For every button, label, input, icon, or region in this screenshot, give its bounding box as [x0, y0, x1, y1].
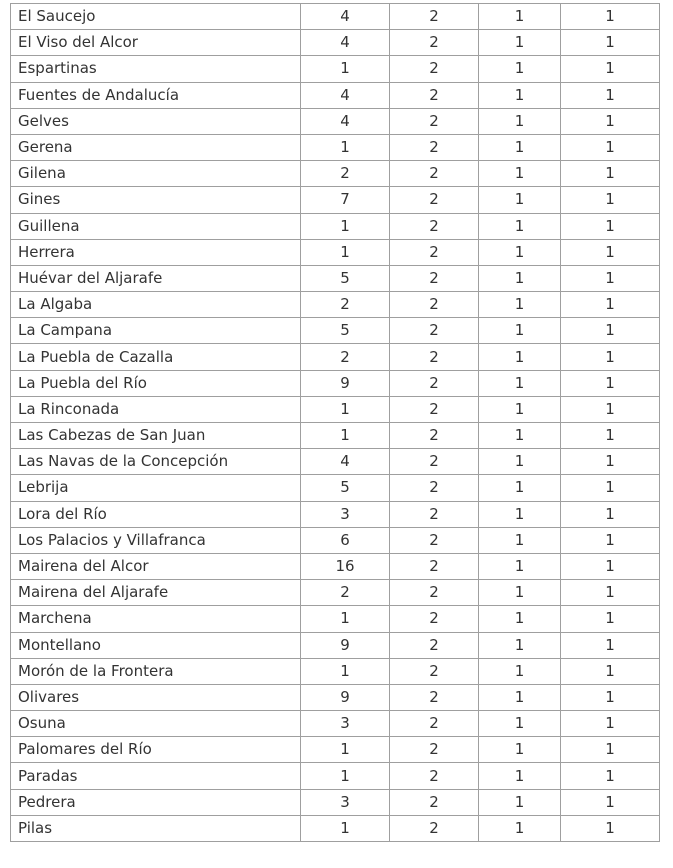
municipality-cell: El Viso del Alcor [11, 30, 301, 56]
table-row [11, 161, 660, 187]
table-row [11, 658, 660, 684]
municipality-cell: Gelves [11, 108, 301, 134]
table-row [11, 265, 660, 291]
value-cell-1: 1 [301, 737, 390, 763]
value-cell-4: 1 [561, 658, 660, 684]
value-cell-3: 1 [479, 501, 561, 527]
value-cell-3: 1 [479, 606, 561, 632]
value-cell-1: 1 [301, 56, 390, 82]
table-row [11, 56, 660, 82]
municipality-cell: Los Palacios y Villafranca [11, 527, 301, 553]
value-cell-4: 1 [561, 527, 660, 553]
value-cell-1: 1 [301, 134, 390, 160]
value-cell-1: 1 [301, 396, 390, 422]
municipality-cell: La Algaba [11, 292, 301, 318]
value-cell-1: 1 [301, 763, 390, 789]
value-cell-2: 2 [390, 658, 479, 684]
table-row [11, 763, 660, 789]
value-cell-1: 2 [301, 292, 390, 318]
value-cell-4: 1 [561, 423, 660, 449]
value-cell-4: 1 [561, 82, 660, 108]
value-cell-2: 2 [390, 553, 479, 579]
municipality-cell: La Rinconada [11, 396, 301, 422]
table-row [11, 815, 660, 841]
municipality-cell: Palomares del Río [11, 737, 301, 763]
value-cell-1: 4 [301, 30, 390, 56]
value-cell-3: 1 [479, 82, 561, 108]
table-row [11, 134, 660, 160]
value-cell-2: 2 [390, 423, 479, 449]
value-cell-2: 2 [390, 187, 479, 213]
municipality-cell: Montellano [11, 632, 301, 658]
value-cell-2: 2 [390, 449, 479, 475]
value-cell-3: 1 [479, 187, 561, 213]
value-cell-3: 1 [479, 711, 561, 737]
table-row [11, 684, 660, 710]
table-row [11, 344, 660, 370]
municipality-cell: Gines [11, 187, 301, 213]
value-cell-1: 7 [301, 187, 390, 213]
value-cell-1: 9 [301, 684, 390, 710]
value-cell-1: 1 [301, 815, 390, 841]
value-cell-2: 2 [390, 56, 479, 82]
table-row [11, 711, 660, 737]
value-cell-3: 1 [479, 318, 561, 344]
value-cell-2: 2 [390, 344, 479, 370]
value-cell-4: 1 [561, 684, 660, 710]
value-cell-1: 1 [301, 213, 390, 239]
value-cell-2: 2 [390, 606, 479, 632]
value-cell-2: 2 [390, 134, 479, 160]
value-cell-3: 1 [479, 292, 561, 318]
municipality-cell: Marchena [11, 606, 301, 632]
value-cell-3: 1 [479, 763, 561, 789]
municipality-cell: Gerena [11, 134, 301, 160]
value-cell-4: 1 [561, 606, 660, 632]
value-cell-2: 2 [390, 711, 479, 737]
value-cell-3: 1 [479, 815, 561, 841]
value-cell-3: 1 [479, 553, 561, 579]
value-cell-1: 2 [301, 580, 390, 606]
municipality-table [10, 3, 660, 842]
value-cell-3: 1 [479, 789, 561, 815]
value-cell-4: 1 [561, 213, 660, 239]
value-cell-4: 1 [561, 292, 660, 318]
value-cell-4: 1 [561, 265, 660, 291]
value-cell-3: 1 [479, 370, 561, 396]
municipality-cell: La Puebla de Cazalla [11, 344, 301, 370]
value-cell-4: 1 [561, 711, 660, 737]
table-row [11, 108, 660, 134]
value-cell-1: 1 [301, 606, 390, 632]
table-row [11, 632, 660, 658]
municipality-cell: Olivares [11, 684, 301, 710]
table-row [11, 606, 660, 632]
value-cell-3: 1 [479, 4, 561, 30]
value-cell-1: 3 [301, 789, 390, 815]
value-cell-3: 1 [479, 239, 561, 265]
value-cell-1: 2 [301, 161, 390, 187]
municipality-cell: Mairena del Aljarafe [11, 580, 301, 606]
value-cell-3: 1 [479, 737, 561, 763]
table-row [11, 789, 660, 815]
table-row [11, 239, 660, 265]
value-cell-4: 1 [561, 632, 660, 658]
value-cell-2: 2 [390, 265, 479, 291]
municipality-cell: La Campana [11, 318, 301, 344]
table-row [11, 292, 660, 318]
value-cell-4: 1 [561, 737, 660, 763]
value-cell-4: 1 [561, 815, 660, 841]
value-cell-2: 2 [390, 213, 479, 239]
value-cell-4: 1 [561, 553, 660, 579]
value-cell-1: 3 [301, 711, 390, 737]
value-cell-1: 4 [301, 82, 390, 108]
municipality-cell: Mairena del Alcor [11, 553, 301, 579]
value-cell-3: 1 [479, 658, 561, 684]
value-cell-4: 1 [561, 134, 660, 160]
table-row [11, 318, 660, 344]
value-cell-2: 2 [390, 763, 479, 789]
value-cell-3: 1 [479, 108, 561, 134]
value-cell-1: 16 [301, 553, 390, 579]
municipality-cell: Huévar del Aljarafe [11, 265, 301, 291]
value-cell-2: 2 [390, 4, 479, 30]
municipality-cell: Las Cabezas de San Juan [11, 423, 301, 449]
value-cell-2: 2 [390, 737, 479, 763]
municipality-cell: Pilas [11, 815, 301, 841]
value-cell-3: 1 [479, 580, 561, 606]
table-row [11, 82, 660, 108]
value-cell-3: 1 [479, 475, 561, 501]
table-row [11, 370, 660, 396]
value-cell-4: 1 [561, 239, 660, 265]
value-cell-4: 1 [561, 108, 660, 134]
value-cell-3: 1 [479, 396, 561, 422]
value-cell-1: 1 [301, 423, 390, 449]
value-cell-4: 1 [561, 449, 660, 475]
table-row [11, 580, 660, 606]
value-cell-2: 2 [390, 239, 479, 265]
municipality-cell: Las Navas de la Concepción [11, 449, 301, 475]
table-row [11, 449, 660, 475]
value-cell-4: 1 [561, 4, 660, 30]
value-cell-4: 1 [561, 396, 660, 422]
table-row [11, 396, 660, 422]
table-row [11, 527, 660, 553]
table-row [11, 4, 660, 30]
value-cell-2: 2 [390, 161, 479, 187]
value-cell-3: 1 [479, 134, 561, 160]
municipality-cell: El Saucejo [11, 4, 301, 30]
value-cell-3: 1 [479, 213, 561, 239]
municipality-cell: Fuentes de Andalucía [11, 82, 301, 108]
municipality-cell: Espartinas [11, 56, 301, 82]
value-cell-2: 2 [390, 108, 479, 134]
value-cell-4: 1 [561, 30, 660, 56]
table-row [11, 475, 660, 501]
value-cell-4: 1 [561, 763, 660, 789]
table-row [11, 30, 660, 56]
value-cell-3: 1 [479, 56, 561, 82]
value-cell-4: 1 [561, 318, 660, 344]
value-cell-1: 4 [301, 449, 390, 475]
value-cell-3: 1 [479, 684, 561, 710]
value-cell-4: 1 [561, 789, 660, 815]
value-cell-2: 2 [390, 580, 479, 606]
value-cell-2: 2 [390, 292, 479, 318]
municipality-cell: Lora del Río [11, 501, 301, 527]
value-cell-2: 2 [390, 396, 479, 422]
table-container [10, 3, 660, 842]
value-cell-2: 2 [390, 789, 479, 815]
municipality-cell: Herrera [11, 239, 301, 265]
value-cell-4: 1 [561, 56, 660, 82]
value-cell-2: 2 [390, 318, 479, 344]
value-cell-3: 1 [479, 344, 561, 370]
value-cell-1: 6 [301, 527, 390, 553]
value-cell-3: 1 [479, 527, 561, 553]
value-cell-1: 5 [301, 318, 390, 344]
municipality-cell: La Puebla del Río [11, 370, 301, 396]
table-row [11, 553, 660, 579]
value-cell-2: 2 [390, 501, 479, 527]
value-cell-1: 4 [301, 4, 390, 30]
municipality-cell: Morón de la Frontera [11, 658, 301, 684]
value-cell-4: 1 [561, 370, 660, 396]
value-cell-2: 2 [390, 82, 479, 108]
municipality-cell: Lebrija [11, 475, 301, 501]
value-cell-3: 1 [479, 161, 561, 187]
value-cell-2: 2 [390, 815, 479, 841]
value-cell-1: 5 [301, 475, 390, 501]
municipality-cell: Guillena [11, 213, 301, 239]
value-cell-2: 2 [390, 632, 479, 658]
municipality-cell: Paradas [11, 763, 301, 789]
table-body [11, 4, 660, 842]
value-cell-2: 2 [390, 370, 479, 396]
value-cell-1: 3 [301, 501, 390, 527]
value-cell-3: 1 [479, 265, 561, 291]
value-cell-3: 1 [479, 423, 561, 449]
value-cell-2: 2 [390, 527, 479, 553]
value-cell-4: 1 [561, 580, 660, 606]
value-cell-1: 5 [301, 265, 390, 291]
value-cell-1: 4 [301, 108, 390, 134]
value-cell-3: 1 [479, 449, 561, 475]
table-row [11, 423, 660, 449]
value-cell-3: 1 [479, 30, 561, 56]
municipality-cell: Pedrera [11, 789, 301, 815]
value-cell-2: 2 [390, 684, 479, 710]
value-cell-1: 9 [301, 370, 390, 396]
value-cell-4: 1 [561, 161, 660, 187]
value-cell-1: 2 [301, 344, 390, 370]
municipality-cell: Gilena [11, 161, 301, 187]
value-cell-4: 1 [561, 475, 660, 501]
table-row [11, 737, 660, 763]
table-row [11, 501, 660, 527]
value-cell-1: 1 [301, 239, 390, 265]
value-cell-2: 2 [390, 475, 479, 501]
value-cell-4: 1 [561, 187, 660, 213]
value-cell-1: 9 [301, 632, 390, 658]
value-cell-4: 1 [561, 501, 660, 527]
municipality-cell: Osuna [11, 711, 301, 737]
value-cell-4: 1 [561, 344, 660, 370]
table-row [11, 187, 660, 213]
value-cell-2: 2 [390, 30, 479, 56]
value-cell-3: 1 [479, 632, 561, 658]
table-row [11, 213, 660, 239]
value-cell-1: 1 [301, 658, 390, 684]
